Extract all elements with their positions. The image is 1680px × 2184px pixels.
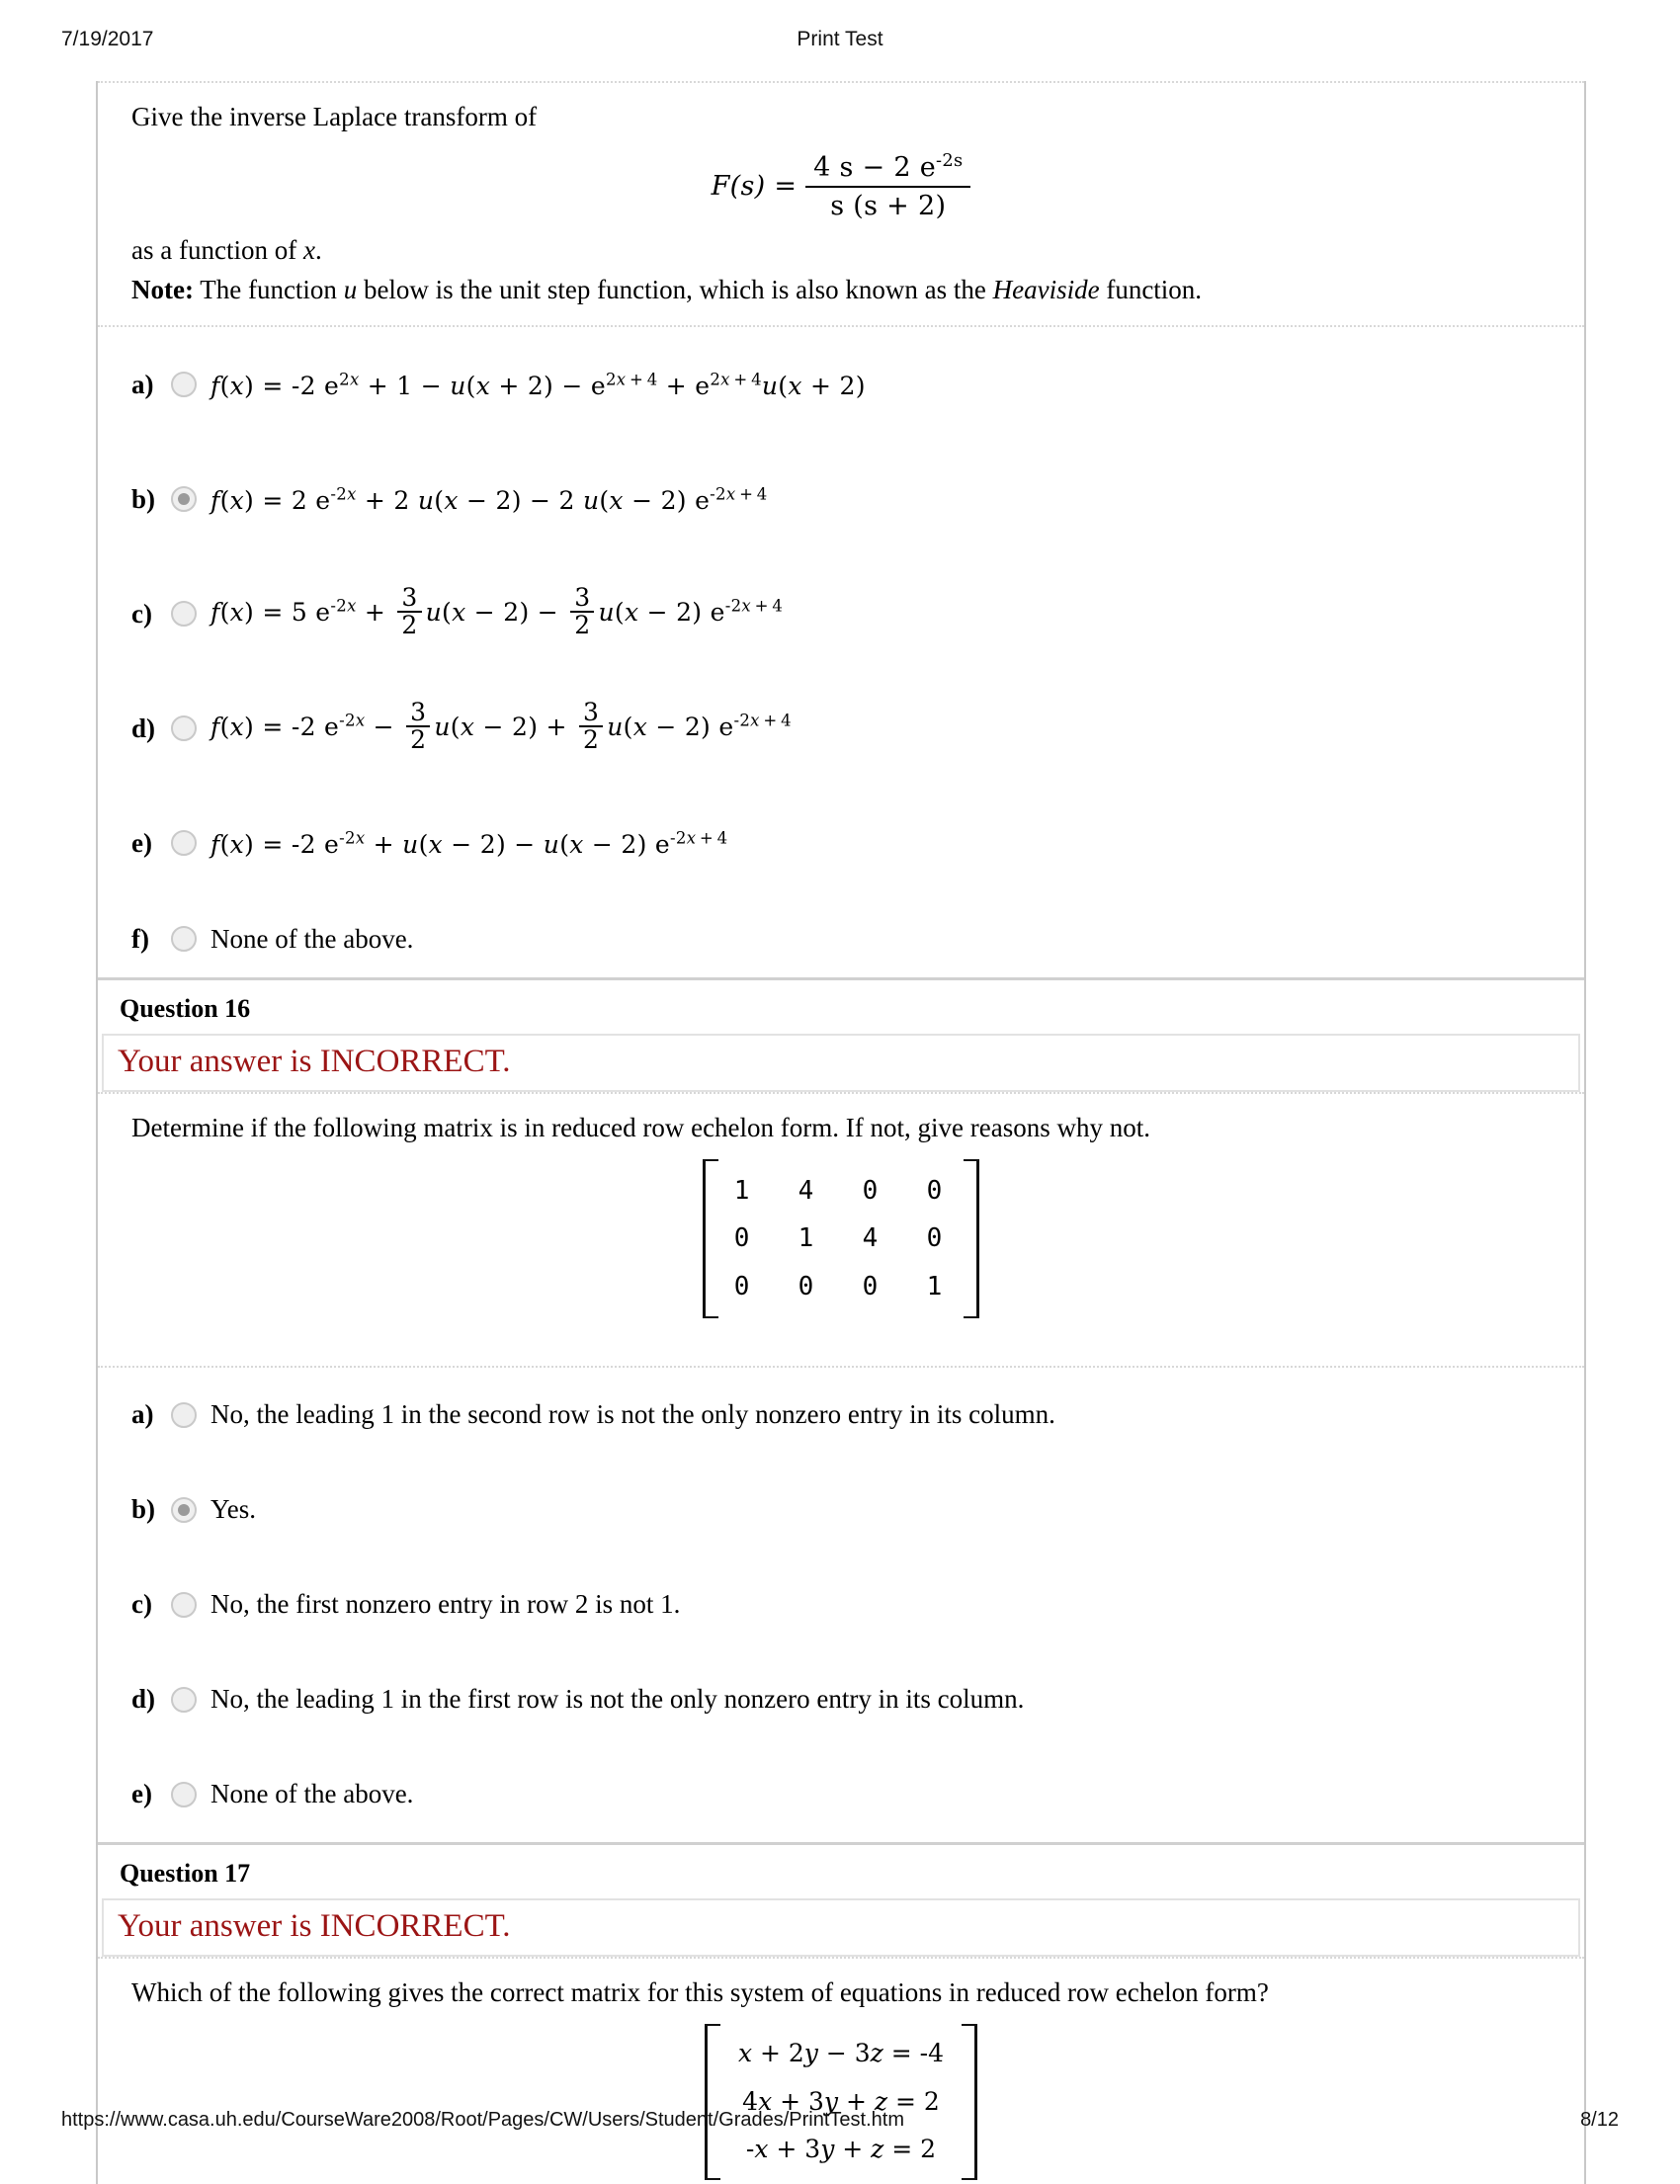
question-16-verdict-wrap	[98, 1034, 1584, 1092]
q15-line2-suffix: .	[314, 234, 322, 265]
option-text-q16-c: No, the first nonzero entry in row 2 is not 1.	[210, 1589, 681, 1620]
option-letter-d: d)	[131, 713, 156, 743]
radio-q15-e[interactable]	[171, 830, 197, 856]
q15-note-mid: below is the unit step function, which is also known as the	[357, 275, 993, 305]
option-row-q16-c[interactable]	[98, 1557, 1584, 1652]
question-17-verdict-wrap	[98, 1898, 1584, 1957]
q15-formula-numerator	[805, 152, 970, 186]
matrix-row: 0 0 0 1	[733, 1271, 949, 1302]
option-letter-c: c)	[131, 598, 152, 629]
question-16-stem	[98, 1094, 1584, 1365]
radio-q15-a[interactable]	[171, 372, 197, 397]
question-16-title: Question 16	[120, 994, 251, 1024]
option-text-q16-e: None of the above.	[210, 1779, 414, 1809]
radio-q15-f[interactable]	[171, 926, 197, 952]
option-letter-b: b)	[131, 483, 156, 514]
option-text-e: f(x) = -2 $e^{-2x} + u(x - 2) - u(x - 2)$ $e^{-2x + 4}$	[210, 829, 728, 860]
option-row-q16-e[interactable]	[98, 1747, 1584, 1842]
question-17-verdict: Your answer is INCORRECT.	[102, 1898, 1580, 1957]
q15-line2-variable: x	[302, 234, 315, 265]
matrix-right-bracket	[964, 1159, 979, 1317]
footer-url: https://www.casa.uh.edu/CourseWare2008/Root/Pages/CW/Users/Student/Grades/PrintTest.htm	[61, 2109, 904, 2131]
q15-stem-line2	[131, 232, 1551, 268]
option-text-q16-a: No, the leading 1 in the second row is not the only nonzero entry in its column.	[210, 1399, 1055, 1430]
option-text-c: f(x) = 5 $e^{-2x}$ + $\frac{3}{2}$ u(x − 2) − $\frac{3}{2}$ u(x − 2) $e^{-2x + 4}$	[210, 582, 784, 640]
q15-formula-fraction	[805, 152, 970, 222]
option-text-d: f(x) = -2 $e^{-2x}$ − $\frac{3}{2}$ u(x − 2) + $\frac{3}{2}$ u(x − 2) $e^{-2x + 4}$	[210, 697, 792, 755]
option-letter-a: a)	[131, 369, 154, 399]
q15-stem-line1: Give the inverse Laplace transform of	[131, 102, 538, 131]
option-text-a: f(x) = -2 $e^{2x} + 1 - u(x + 2) - e^{2x + 4} + e^{2x + 4}u(x + 2)$	[210, 371, 866, 401]
q15-formula-lhs: F(s) =	[711, 171, 798, 203]
q16-matrix	[131, 1149, 1551, 1321]
q15-note-post: function.	[1099, 275, 1203, 305]
radio-q16-c[interactable]	[171, 1592, 197, 1618]
q16-stem-text: Determine if the following matrix is in reduced row echelon form. If not, give reasons why not.	[131, 1113, 1150, 1143]
radio-q16-d[interactable]	[171, 1687, 197, 1713]
q16-matrix-inner	[703, 1159, 980, 1317]
option-row-d[interactable]	[98, 671, 1584, 786]
matrix-row: 1 4 0 0	[733, 1176, 949, 1207]
radio-q16-a[interactable]	[171, 1402, 197, 1428]
option-row-q16-b[interactable]	[98, 1463, 1584, 1557]
radio-q16-e[interactable]	[171, 1782, 197, 1807]
radio-q15-d[interactable]	[171, 715, 197, 741]
q15-note-bold: Note:	[131, 275, 194, 305]
radio-q16-b[interactable]	[171, 1497, 197, 1523]
q17-system	[131, 2014, 1551, 2184]
q15-note-em: Heaviside	[992, 275, 1100, 305]
option-text-f: None of the above.	[210, 923, 414, 954]
matrix-row: 0 1 4 0	[733, 1223, 949, 1254]
q17-system-inner	[705, 2024, 977, 2180]
q17-stem-text: Which of the following gives the correct matrix for this system of equations in reduced row echelon form?	[131, 1976, 1269, 2007]
option-row-c[interactable]	[98, 556, 1584, 671]
q15-numerator-exponent: -2s	[936, 150, 964, 172]
print-footer	[0, 2109, 1680, 2139]
q15-formula	[131, 138, 1551, 232]
q15-numerator-base: 4 s − 2 e	[813, 152, 936, 184]
system-rows	[720, 2024, 962, 2180]
test-body	[96, 81, 1586, 2184]
option-letter-q16-c: c)	[131, 1589, 152, 1620]
option-letter-q16-d: d)	[131, 1684, 156, 1715]
q15-formula-denominator: s (s + 2)	[805, 186, 970, 222]
print-header	[0, 28, 1680, 59]
matrix-left-bracket	[703, 1159, 718, 1317]
q15-note-var: u	[343, 275, 358, 305]
print-date: 7/19/2017	[61, 28, 154, 50]
footer-page-number: 8/12	[1580, 2109, 1619, 2131]
option-row-b[interactable]	[98, 442, 1584, 556]
system-row: x + 2y − 3z = -4	[737, 2038, 945, 2067]
radio-q15-c[interactable]	[171, 601, 197, 627]
radio-q15-b[interactable]	[171, 486, 197, 512]
option-letter-q16-a: a)	[131, 1399, 154, 1430]
option-row-f[interactable]	[98, 900, 1584, 977]
question-16-verdict: Your answer is INCORRECT.	[102, 1034, 1580, 1092]
system-row: 4x + 3y + z = 2	[742, 2086, 940, 2116]
option-row-a[interactable]	[98, 327, 1584, 442]
system-row: -x + 3y + z = 2	[745, 2135, 937, 2164]
option-row-q16-a[interactable]	[98, 1368, 1584, 1463]
q15-note	[131, 272, 1551, 307]
question-17-title: Question 17	[120, 1858, 251, 1888]
option-letter-e: e)	[131, 827, 152, 858]
option-text-q16-b: Yes.	[210, 1494, 257, 1525]
option-row-e[interactable]	[98, 786, 1584, 900]
option-letter-q16-b: b)	[131, 1494, 156, 1525]
system-left-bracket	[705, 2024, 720, 2180]
option-text-q16-d: No, the leading 1 in the first row is not the only nonzero entry in its column.	[210, 1684, 1025, 1715]
option-letter-q16-e: e)	[131, 1779, 152, 1809]
print-title: Print Test	[797, 28, 883, 50]
question-17-stem	[98, 1959, 1584, 2184]
matrix-rows	[718, 1159, 965, 1317]
option-row-q16-d[interactable]	[98, 1652, 1584, 1747]
option-text-b: f(x) = 2 $e^{-2x} + 2$ u(x − 2) − 2 u(x − 2) $e^{-2x + 4}$	[210, 485, 768, 516]
q15-line2-prefix: as a function of	[131, 234, 303, 265]
option-letter-f: f)	[131, 923, 149, 954]
question-15-stem	[98, 83, 1584, 325]
system-right-bracket	[962, 2024, 977, 2180]
q15-note-pre: The function	[193, 275, 344, 305]
